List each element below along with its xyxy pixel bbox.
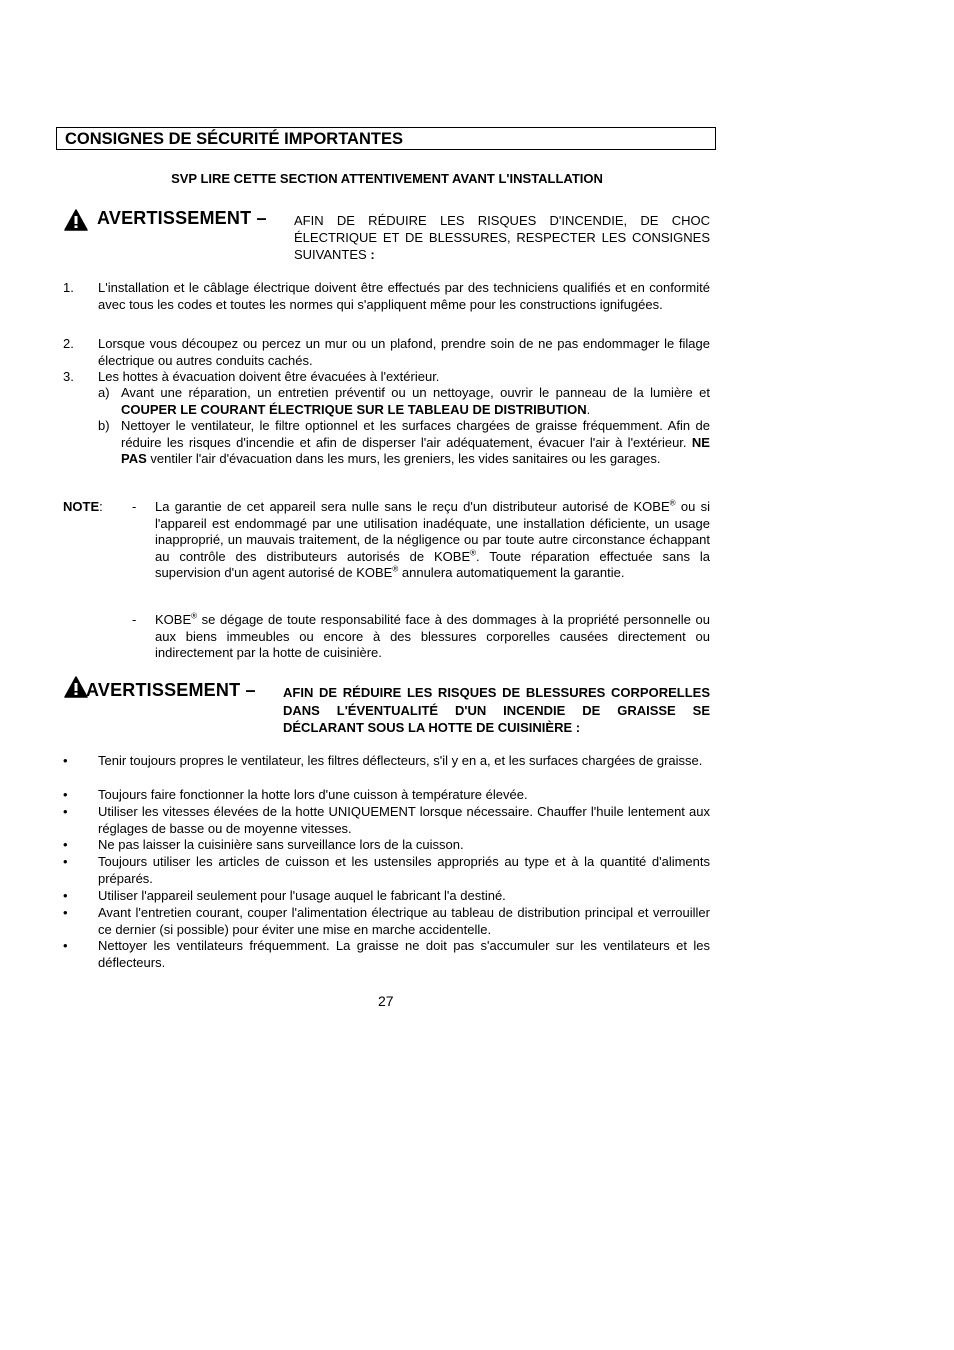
note-label: NOTE: [63,499,103,514]
subitem-a: Avant une réparation, un entretien préventif ou un nettoyage, ouvrir le panneau de la lumière et COUPER LE COURANT ÉLECTRIQUE SUR LE TABLEAU DE DISTRIBUTION. [121,385,710,417]
item-number: 1. [63,280,74,295]
subitem-label: a) [98,385,110,400]
section-title-box [56,127,716,150]
bullet-item: Ne pas laisser la cuisinière sans surveillance lors de la cuisson. [98,837,464,852]
section-title: CONSIGNES DE SÉCURITÉ IMPORTANTES [65,130,403,148]
page-number: 27 [378,993,394,1009]
note-dash: - [132,499,137,514]
subitem-label: b) [98,418,110,433]
note-paragraph: KOBE® se dégage de toute responsabilité face à des dommages à la propriété personnelle ou aux biens immeubles ou encore à des blessures corporelles causées directement ou indirectement par la hotte de cuisinière. [155,611,710,660]
bullet-item: Utiliser les vitesses élevées de la hotte UNIQUEMENT lorsque nécessaire. Chauffer l'huile lentement aux réglages de basse ou de moyenne vitesses. [98,804,710,836]
item-number: 3. [63,369,74,384]
bullet-item: Utiliser l'appareil seulement pour l'usage auquel le fabricant l'a destiné. [98,888,506,903]
bullet-item: Nettoyer les ventilateurs fréquemment. La graisse ne doit pas s'accumuler sur les ventilateurs et les déflecteurs. [98,938,710,970]
warning-heading: AVERTISSEMENT – [86,680,256,700]
bullet-symbol: • [63,804,68,819]
note-dash: - [132,612,137,627]
warning-text: AFIN DE RÉDUIRE LES RISQUES D'INCENDIE, DE CHOC ÉLECTRIQUE ET DE BLESSURES, RESPECTER LES CONSIGNES SUIVANTES : [294,213,710,262]
subtitle: SVP LIRE CETTE SECTION ATTENTIVEMENT AVANT L'INSTALLATION [171,171,603,186]
note-paragraph: La garantie de cet appareil sera nulle sans le reçu d'un distributeur autorisé de KOBE® ou si l'appareil est endommagé par une utilisation inadéquate, une installation déficiente, un usage inapproprié, un mauvais traitement, de la négligence ou par toute autre circonstance échappant au contrôle des distributeurs autorisés de KOBE®. Toute réparation effectuée sans la supervision d'un agent autorisé de KOBE® annulera automatiquement la garantie. [155,498,710,580]
bullet-symbol: • [63,854,68,869]
list-item: Lorsque vous découpez ou percez un mur ou un plafond, prendre soin de ne pas endommager le filage électrique ou autres conduits cachés. [98,336,710,368]
bullet-item: Tenir toujours propres le ventilateur, les filtres déflecteurs, s'il y en a, et les surfaces chargées de graisse. [98,753,703,768]
bullet-item: Toujours faire fonctionner la hotte lors d'une cuisson à température élevée. [98,787,528,802]
bullet-symbol: • [63,837,68,852]
item-number: 2. [63,336,74,351]
list-item: Les hottes à évacuation doivent être évacuées à l'extérieur. [98,369,440,384]
bullet-item: Avant l'entretien courant, couper l'alimentation électrique au tableau de distribution principal et verrouiller ce dernier (si possible) pour éviter une mise en marche accidentelle. [98,905,710,937]
warning-heading: AVERTISSEMENT – [97,208,267,228]
bullet-symbol: • [63,938,68,953]
bullet-symbol: • [63,787,68,802]
list-item: L'installation et le câblage électrique doivent être effectués par des techniciens qualifiés et en conformité avec tous les codes et toutes les normes qui s'appliquent même pour les constructions ignifugées. [98,280,710,312]
warning-triangle-icon [64,209,88,231]
bullet-symbol: • [63,888,68,903]
bullet-symbol: • [63,905,68,920]
bullet-symbol: • [63,753,68,768]
subitem-b: Nettoyer le ventilateur, le filtre optionnel et les surfaces chargées de graisse fréquemment. Afin de réduire les risques d'incendie et afin de disperser l'air adéquatement, évacuer l'air à l'extérieur. NE PAS ventiler l'air d'évacuation dans les murs, les greniers, les vides sanitaires ou les garages. [121,418,710,466]
bullet-item: Toujours utiliser les articles de cuisson et les ustensiles appropriés au type et à la quantité d'aliments préparés. [98,854,710,886]
warning-text: AFIN DE RÉDUIRE LES RISQUES DE BLESSURES CORPORELLES DANS L'ÉVENTUALITÉ D'UN INCENDIE DE GRAISSE SE DÉCLARANT SOUS LA HOTTE DE CUISINIÈRE : [283,685,710,735]
warning-triangle-icon [64,676,88,698]
